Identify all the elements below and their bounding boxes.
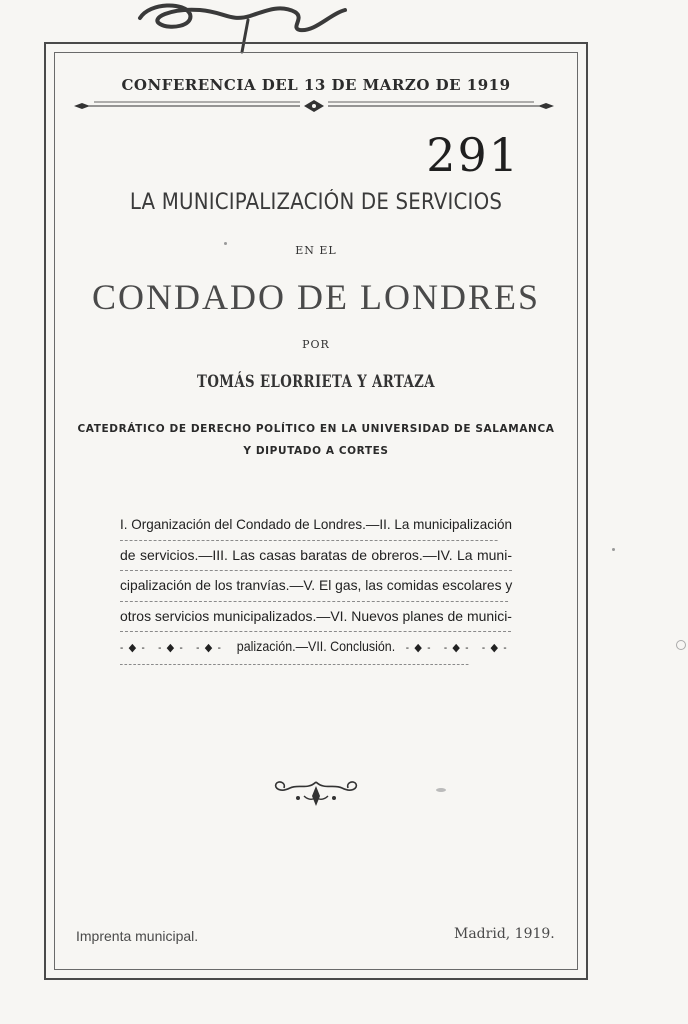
title-connector: EN EL <box>295 244 337 257</box>
main-title: LA MUNICIPALIZACIÓN DE SERVICIOS <box>129 190 503 215</box>
author-credentials <box>54 418 578 462</box>
conference-heading: CONFERENCIA DEL 13 DE MARZO DE 1919 <box>121 76 511 94</box>
paper-speck <box>224 242 227 245</box>
contents-line-final <box>120 632 512 665</box>
author-name: TOMÁS ELORRIETA Y ARTAZA <box>197 372 435 392</box>
printer-imprint: Imprenta municipal. <box>76 928 199 944</box>
ornamental-rule <box>74 96 554 116</box>
contents-line: otros servicios municipalizados.—VI. Nuevos planes de munici- <box>120 602 511 633</box>
paper-speck <box>612 548 615 551</box>
author-credentials-line-1: CATEDRÁTICO DE DERECHO POLÍTICO EN LA UNIVERSIDAD DE SALAMANCA <box>77 423 555 435</box>
contents-line-last-text: palización.—VII. Conclusión. <box>236 638 396 654</box>
small-ornaments-left: -◆- -◆- -◆- <box>120 642 227 654</box>
paper-speck <box>676 640 686 650</box>
contents-line: I. Organización del Condado de Londres.—II. La municipalización <box>120 510 498 541</box>
small-ornaments-right: -◆- -◆- -◆- <box>405 642 512 654</box>
title-condado: CONDADO DE LONDRES <box>92 277 540 317</box>
contents-line: cipalización de los tranvías.—V. El gas, las comidas escolares y <box>120 571 508 602</box>
catalog-number: 291 <box>426 128 520 182</box>
fleuron-ornament <box>268 776 364 812</box>
paper-speck <box>436 788 446 792</box>
place-and-year: Madrid, 1919. <box>454 926 555 942</box>
contents-line: de servicios.—III. Las casas baratas de obreros.—IV. La muni- <box>120 541 512 572</box>
table-of-contents <box>120 510 512 665</box>
by-label: POR <box>302 338 330 351</box>
author-credentials-line-2: Y DIPUTADO A CORTES <box>243 445 389 457</box>
